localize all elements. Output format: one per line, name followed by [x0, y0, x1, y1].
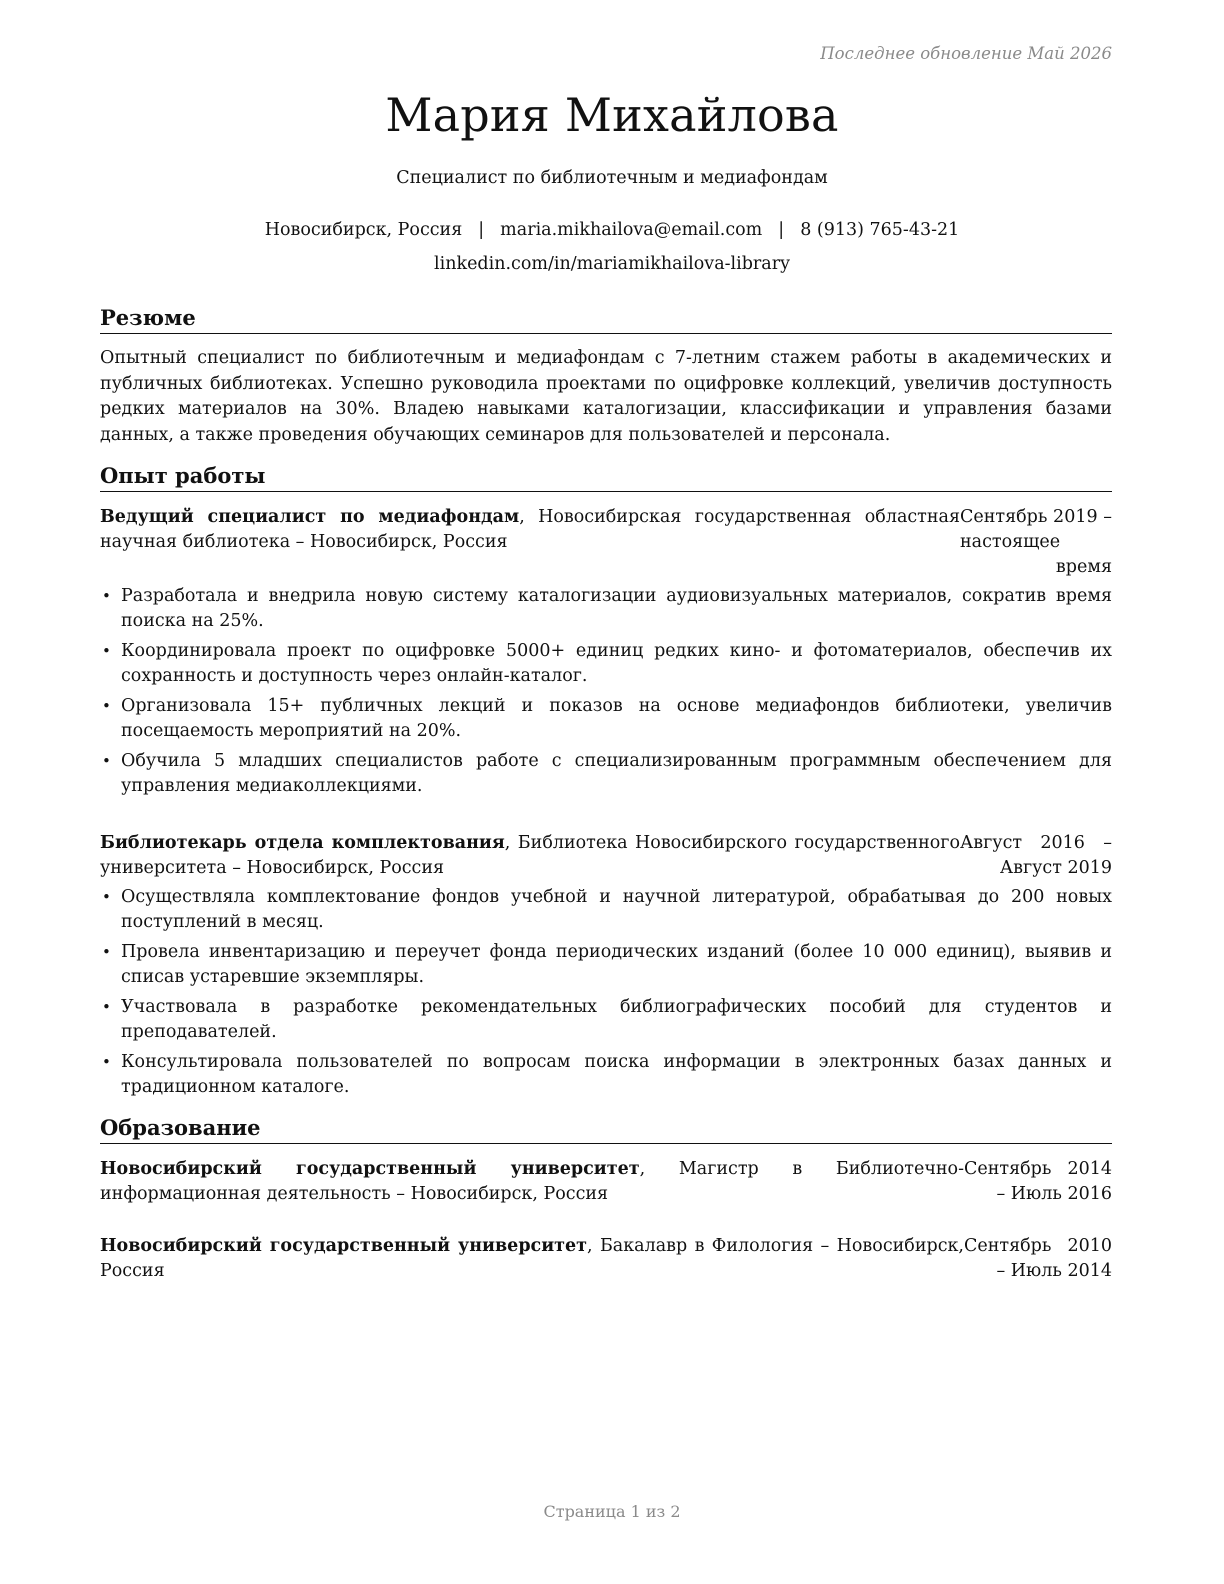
- bullet-text: Координировала проект по оцифровке 5000+ единиц редких кино- и фотоматериалов, обеспечив их сохранность и доступность через онлайн-каталог.: [121, 641, 1112, 686]
- school-name: Новосибирский государственный университет: [100, 1236, 588, 1256]
- page-number: Страница 1 из 2: [543, 1502, 681, 1521]
- bullet-icon: •: [102, 1053, 111, 1071]
- list-item: [100, 1050, 1112, 1100]
- bullet-icon: •: [102, 697, 111, 715]
- phone-number: 8 (913) 765-43-21: [800, 220, 960, 240]
- section-title-summary: Резюме: [100, 304, 1112, 334]
- list-item: [100, 749, 1112, 799]
- job-heading: [100, 505, 960, 580]
- list-item: [100, 995, 1112, 1045]
- job-heading: [100, 831, 960, 881]
- job-entry: [100, 831, 1112, 881]
- summary-section: [100, 304, 1112, 448]
- list-item: [100, 639, 1112, 689]
- job-org: , Библиотека Новосибирского государственного университета – Новосибирск, Россия: [100, 833, 960, 878]
- contact-separator: |: [478, 220, 485, 240]
- education-heading: [100, 1234, 964, 1284]
- job-bullets: [100, 885, 1112, 1100]
- school-name: Новосибирский государственный университет: [100, 1159, 640, 1179]
- job-bullets: [100, 584, 1112, 799]
- job-entry: [100, 505, 1112, 580]
- experience-section: [100, 462, 1112, 1100]
- bullet-icon: •: [102, 752, 111, 770]
- bullet-icon: •: [102, 943, 111, 961]
- job-title: Специалист по библиотечным и медиафондам: [396, 168, 828, 188]
- degree-details: , Магистр в Библиотечно-информационная деятельность – Новосибирск, Россия: [100, 1159, 965, 1204]
- education-dates: Сентябрь 2014 – Июль 2016: [964, 1159, 1112, 1204]
- section-title-education: Образование: [100, 1114, 1112, 1144]
- bullet-text: Консультировала пользователей по вопросам поиска информации в электронных базах данных и традиционном каталоге.: [121, 1052, 1112, 1097]
- contact-separator: |: [778, 220, 785, 240]
- section-title-experience: Опыт работы: [100, 462, 1112, 492]
- list-item: [100, 584, 1112, 634]
- bullet-text: Разработала и внедрила новую систему каталогизации аудиовизуальных материалов, сократив время поиска на 25%.: [121, 586, 1112, 631]
- resume-body: [100, 304, 1112, 1298]
- bullet-icon: •: [102, 587, 111, 605]
- list-item: [100, 940, 1112, 990]
- education-heading: [100, 1157, 964, 1207]
- email-link[interactable]: maria.mikhailova@email.com: [500, 220, 763, 240]
- list-item: [100, 885, 1112, 935]
- bullet-icon: •: [102, 998, 111, 1016]
- contact-line: [0, 220, 1224, 240]
- job-position: Библиотекарь отдела комплектования: [100, 833, 505, 853]
- bullet-text: Организовала 15+ публичных лекций и показов на основе медиафондов библиотеки, увеличив посещаемость мероприятий на 20%.: [121, 696, 1112, 741]
- education-entry: [100, 1234, 1112, 1284]
- bullet-icon: •: [102, 888, 111, 906]
- education-dates: Сентябрь 2010 – Июль 2014: [964, 1236, 1112, 1281]
- list-item: [100, 694, 1112, 744]
- degree-details: , Бакалавр в Филология – Новосибирск, Россия: [100, 1236, 964, 1281]
- bullet-text: Провела инвентаризацию и переучет фонда периодических изданий (более 10 000 единиц), выявив и списав устаревшие экземпляры.: [121, 942, 1112, 987]
- education-entry: [100, 1157, 1112, 1207]
- job-org: , Новосибирская государственная областная научная библиотека – Новосибирск, Россия: [100, 507, 960, 552]
- bullet-icon: •: [102, 642, 111, 660]
- bullet-text: Осуществляла комплектование фондов учебной и научной литературой, обрабатывая до 200 новых поступлений в месяц.: [121, 887, 1112, 932]
- education-section: [100, 1114, 1112, 1284]
- job-position: Ведущий специалист по медиафондам: [100, 507, 520, 527]
- bullet-text: Обучила 5 младших специалистов работе с специализированным программным обеспечением для управления медиаколлекциями.: [121, 751, 1112, 796]
- location: Новосибирск, Россия: [264, 220, 463, 240]
- linkedin-link[interactable]: linkedin.com/in/mariamikhailova-library: [434, 254, 790, 274]
- bullet-text: Участвовала в разработке рекомендательных библиографических пособий для студентов и преподавателей.: [121, 997, 1112, 1042]
- person-name: Мария Михайлова: [385, 88, 839, 142]
- job-dates: Сентябрь 2019 – настоящее время: [960, 507, 1112, 577]
- job-dates: Август 2016 – Август 2019: [960, 833, 1112, 878]
- last-updated: Последнее обновление Май 2026: [820, 44, 1112, 63]
- summary-text: Опытный специалист по библиотечным и медиафондам с 7-летним стажем работы в академических и публичных библиотеках. Успешно руководила проектами по оцифровке коллекций, увеличив доступность редких материалов на 30%. Владею навыками каталогизации, классификации и управления базами данных, а также проведения обучающих семинаров для пользователей и персонала.: [100, 348, 1112, 445]
